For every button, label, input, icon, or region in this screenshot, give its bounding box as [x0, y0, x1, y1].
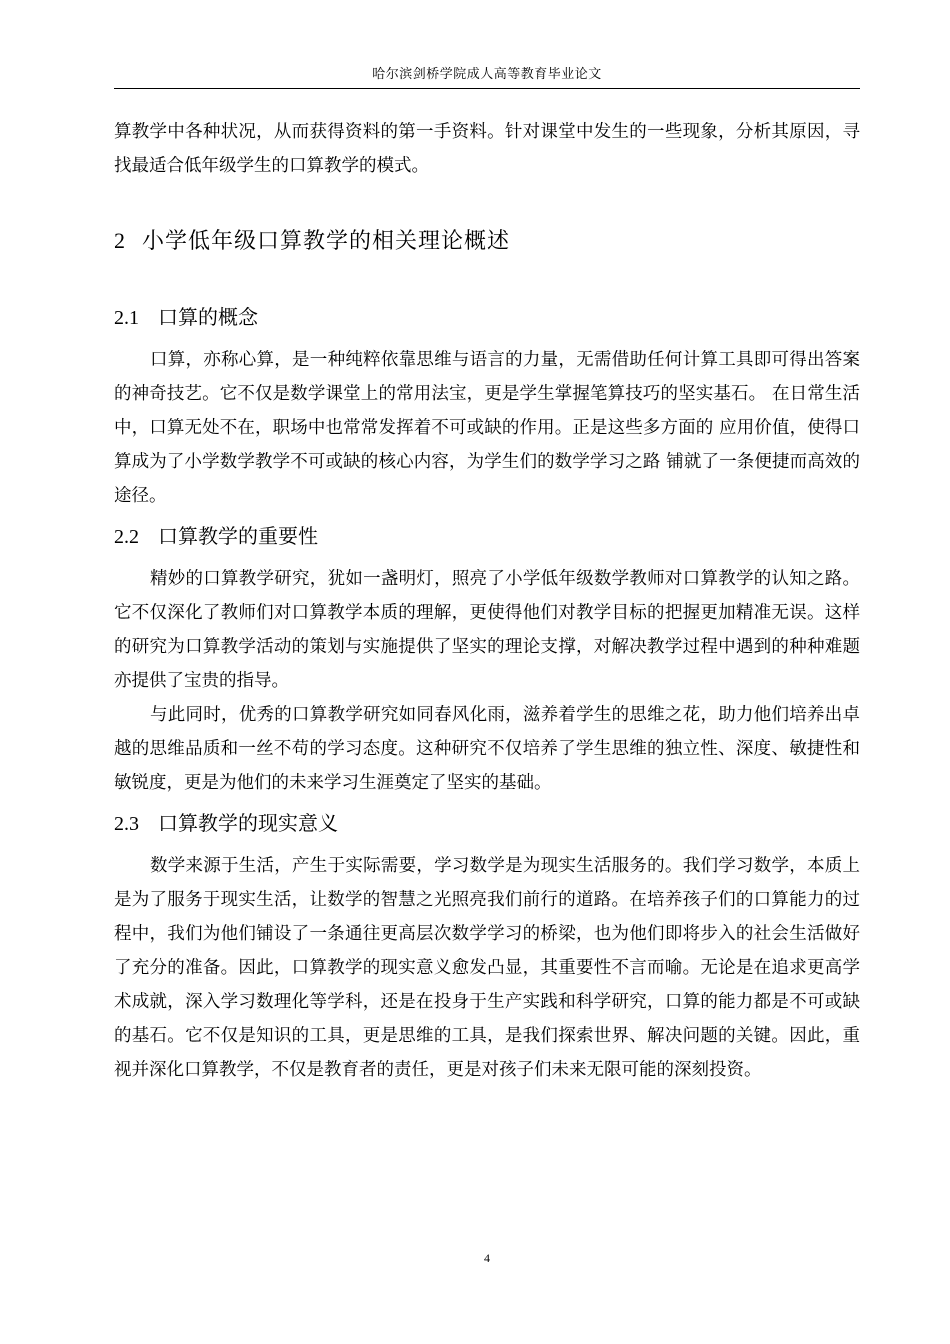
running-header: 哈尔滨剑桥学院成人高等教育毕业论文	[372, 67, 602, 82]
section-paragraph: 口算，亦称心算，是一种纯粹依靠思维与语言的力量，无需借助任何计算工具即可得出答案的神奇技艺。它不仅是数学课堂上的常用法宝，更是学生掌握笔算技巧的坚实基石。 在日常生活中，口算无处不在，职场中也常常发挥着不可或缺的作用。正是这些多方面的 应用价值，使得口算成为了小学数学教学不可或缺的核心内容，为学生们的数学学习之路 铺就了一条便捷而高效的途径。	[114, 350, 860, 506]
section-paragraph: 与此同时，优秀的口算教学研究如同春风化雨，滋养着学生的思维之花，助力他们培养出卓越的思维品质和一丝不苟的学习态度。这种研究不仅培养了学生思维的独立性、深度、敏捷性和敏锐度，更是为他们的未来学习生涯奠定了坚实的基础。	[114, 705, 860, 793]
section-heading-2-1	[114, 304, 860, 331]
page-body	[114, 115, 860, 1087]
section-number: 2.3	[114, 813, 139, 835]
section-number: 2.2	[114, 526, 139, 548]
section-heading-2-2	[114, 523, 860, 550]
chapter-heading	[114, 226, 860, 257]
chapter-title: 小学低年级口算教学的相关理论概述	[142, 229, 511, 254]
section-paragraph: 精妙的口算教学研究，犹如一盏明灯，照亮了小学低年级数学教师对口算教学的认知之路。它不仅深化了教师们对口算教学本质的理解，更使得他们对教学目标的把握更加精准无误。这样的研究为口算教学活动的策划与实施提供了坚实的理论支撑，对解决教学过程中遇到的种种难题亦提供了宝贵的指导。	[114, 569, 860, 691]
section-title: 口算的概念	[158, 305, 258, 329]
intro-paragraph: 算教学中各种状况，从而获得资料的第一手资料。针对课堂中发生的一些现象，分析其原因，寻找最适合低年级学生的口算教学的模式。	[114, 122, 860, 176]
section-number: 2.1	[114, 307, 139, 329]
chapter-number: 2	[114, 228, 126, 253]
section-heading-2-3	[114, 810, 860, 837]
header-divider	[114, 88, 860, 89]
section-title: 口算教学的重要性	[158, 524, 318, 548]
page-number: 4	[484, 1251, 490, 1265]
section-title: 口算教学的现实意义	[158, 811, 338, 835]
section-paragraph: 数学来源于生活，产生于实际需要，学习数学是为现实生活服务的。我们学习数学，本质上是为了服务于现实生活，让数学的智慧之光照亮我们前行的道路。在培养孩子们的口算能力的过程中，我们为他们铺设了一条通往更高层次数学学习的桥梁，也为他们即将步入的社会生活做好了充分的准备。因此，口算教学的现实意义愈发凸显，其重要性不言而喻。无论是在追求更高学术成就，深入学习数理化等学科，还是在投身于生产实践和科学研究，口算的能力都是不可或缺的基石。它不仅是知识的工具，更是思维的工具，是我们探索世界、解决问题的关键。因此，重视并深化口算教学，不仅是教育者的责任，更是对孩子们未来无限可能的深刻投资。	[114, 856, 860, 1080]
